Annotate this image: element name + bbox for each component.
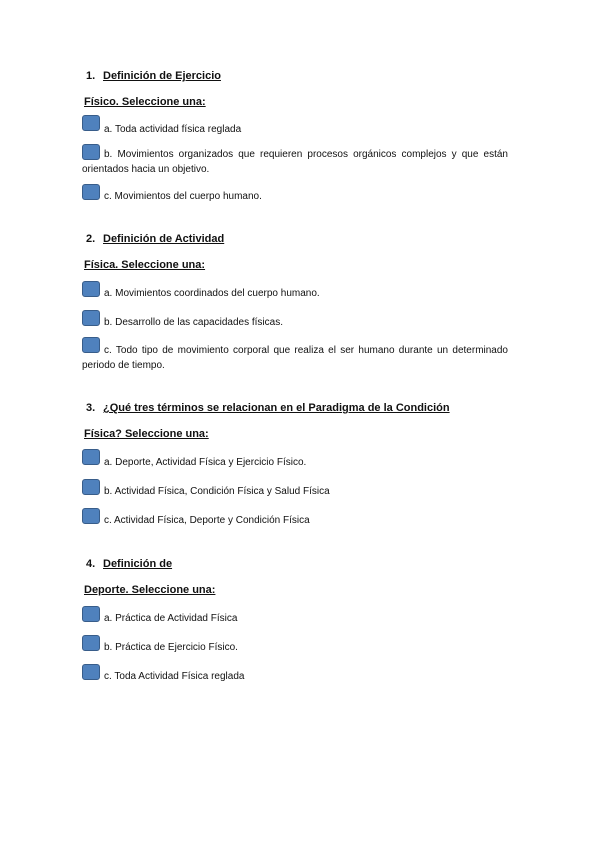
option-label: a. Movimientos coordinados del cuerpo humano. — [104, 288, 320, 299]
question-2-option-c — [82, 343, 508, 373]
option-label: b. Práctica de Ejercicio Físico. — [104, 642, 238, 653]
question-1 — [82, 70, 508, 204]
question-3-option-b-checkbox[interactable] — [82, 479, 100, 495]
question-2-option-a — [82, 286, 508, 301]
question-2-option-b-checkbox[interactable] — [82, 310, 100, 326]
question-3-heading — [86, 402, 508, 418]
question-1-option-a — [82, 122, 508, 137]
question-2 — [82, 233, 508, 373]
option-label: c. Movimientos del cuerpo humano. — [104, 191, 262, 202]
option-label: a. Toda actividad física reglada — [104, 124, 242, 135]
question-1-number: 1. — [86, 70, 96, 82]
question-4-subtitle: Deporte. Seleccione una: — [84, 584, 216, 596]
option-label: b. Desarrollo de las capacidades físicas. — [104, 317, 283, 328]
question-3-option-c-checkbox[interactable] — [82, 508, 100, 524]
option-label: a. Práctica de Actividad Física — [104, 613, 238, 624]
question-4-option-b-checkbox[interactable] — [82, 635, 100, 651]
option-label: c. Toda Actividad Física reglada — [104, 671, 245, 682]
option-label: a. Deporte, Actividad Física y Ejercicio Físico. — [104, 457, 307, 468]
option-label: c. Todo tipo de movimiento corporal que realiza el ser humano durante un determinado periodo de tiempo. — [82, 345, 508, 371]
question-4 — [82, 558, 508, 684]
question-2-option-a-checkbox[interactable] — [82, 281, 100, 297]
question-1-option-c-checkbox[interactable] — [82, 184, 100, 200]
question-3-option-a-checkbox[interactable] — [82, 449, 100, 465]
question-2-option-c-checkbox[interactable] — [82, 337, 100, 353]
question-3-subtitle: Física? Seleccione una: — [84, 428, 209, 440]
question-1-heading — [86, 70, 508, 86]
option-label: c. Actividad Física, Deporte y Condición Física — [104, 515, 310, 526]
question-4-option-c-checkbox[interactable] — [82, 664, 100, 680]
question-1-title: Definición de Ejercicio — [103, 70, 221, 82]
question-1-option-b-checkbox[interactable] — [82, 144, 100, 160]
question-2-number: 2. — [86, 233, 96, 245]
question-2-heading — [86, 233, 508, 249]
question-4-option-a-checkbox[interactable] — [82, 606, 100, 622]
question-3-option-c — [82, 513, 508, 528]
question-3-title: ¿Qué tres términos se relacionan en el Paradigma de la Condición — [103, 402, 450, 414]
question-3 — [82, 402, 508, 528]
question-1-subtitle: Físico. Seleccione una: — [84, 96, 206, 108]
question-4-number: 4. — [86, 558, 96, 570]
question-2-option-b — [82, 315, 508, 330]
question-1-option-a-checkbox[interactable] — [82, 115, 100, 131]
question-3-number: 3. — [86, 402, 96, 414]
question-2-subtitle: Física. Seleccione una: — [84, 259, 206, 271]
question-1-option-b — [82, 147, 508, 177]
option-label: b. Movimientos organizados que requieren procesos orgánicos complejos y que están orientados hacia un objetivo. — [82, 149, 508, 175]
question-4-option-c — [82, 669, 508, 684]
question-3-option-a — [82, 455, 508, 470]
question-4-heading — [86, 558, 508, 574]
question-4-option-a — [82, 611, 508, 626]
question-4-option-b — [82, 640, 508, 655]
question-3-option-b — [82, 484, 508, 499]
question-2-title: Definición de Actividad — [103, 233, 225, 245]
question-1-option-c — [82, 189, 508, 204]
question-4-title: Definición de — [103, 558, 173, 570]
option-label: b. Actividad Física, Condición Física y Salud Física — [104, 486, 330, 497]
